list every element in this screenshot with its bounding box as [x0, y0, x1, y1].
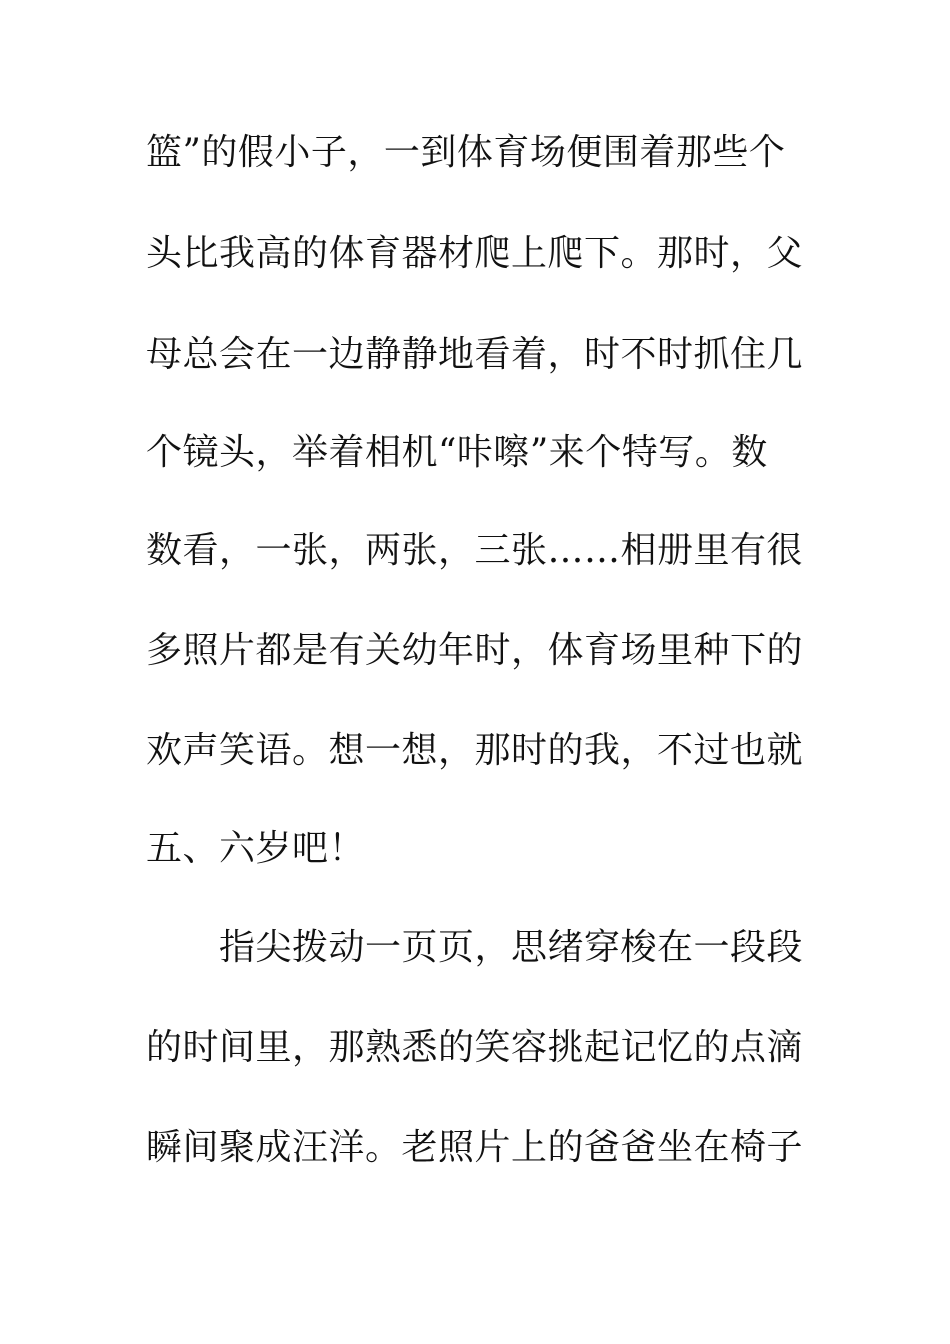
paragraph-1-line-8: 五、六岁吧！ [146, 828, 366, 869]
paragraph-1-line-7: 欢声笑语。想一想，那时的我，不过也就 [146, 730, 804, 771]
paragraph-2-line-1: 指尖拨动一页页，思绪穿梭在一段段 [219, 927, 804, 968]
paragraph-2-line-3: 瞬间聚成汪洋。老照片上的爸爸坐在椅子 [146, 1127, 804, 1168]
paragraph-1-line-3: 母总会在一边静静地看着，时不时抓住几 [146, 334, 804, 375]
paragraph-1-line-5: 数看，一张，两张，三张……相册里有很 [146, 530, 804, 571]
paragraph-1-line-4: 个镜头，举着相机“咔嚓”来个特写。数 [146, 432, 768, 473]
paragraph-1-line-6: 多照片都是有关幼年时，体育场里种下的 [146, 630, 804, 671]
paragraph-2-line-2: 的时间里，那熟悉的笑容挑起记忆的点滴 [146, 1027, 804, 1068]
paragraph-1-line-2: 头比我高的体育器材爬上爬下。那时，父 [146, 233, 804, 274]
paragraph-1-line-1: 篮”的假小子，一到体育场便围着那些个 [146, 132, 786, 173]
